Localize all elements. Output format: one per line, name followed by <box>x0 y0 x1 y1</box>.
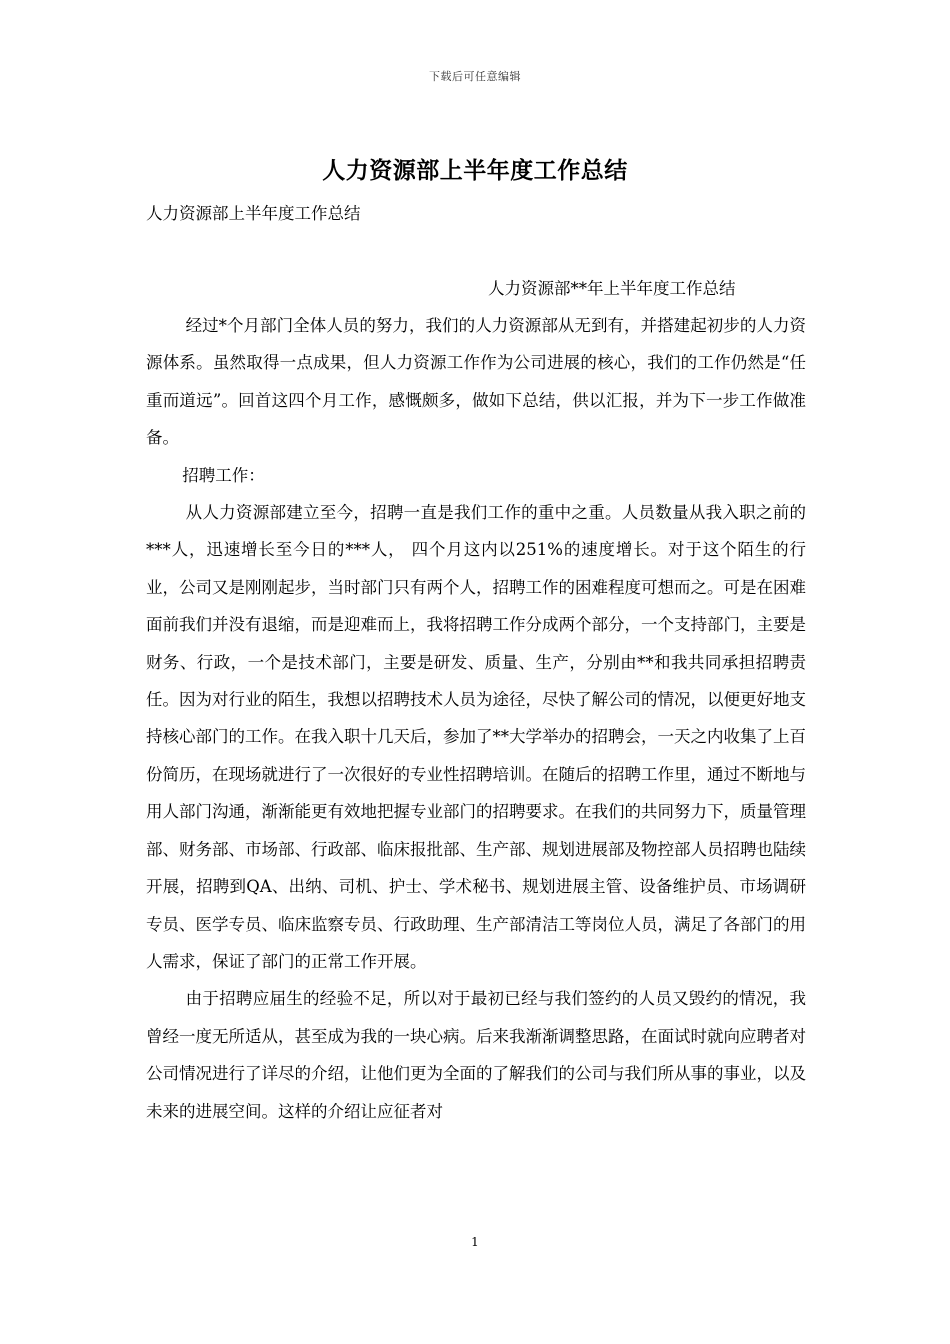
document-body <box>146 307 806 1130</box>
recruitment-section-heading: 招聘工作： <box>182 465 265 485</box>
page-number: 1 <box>471 1235 479 1249</box>
document-subtitle: 人力资源部上半年度工作总结 <box>146 204 361 223</box>
header-note: 下载后可任意编辑 <box>429 70 521 83</box>
document-title: 人力资源部上半年度工作总结 <box>322 157 628 184</box>
recruitment-paragraph-1: 从人力资源部建立至今，招聘一直是我们工作的重中之重。人员数量从我入职之前的***人，迅速增长至今日的***人， 四个月这内以251%的速度增长。对于这个陌生的行业，公司又是刚刚起步，当时部门只有两个人，招聘工作的困难程度可想而之。可是在困难面前我们并没有退缩，而是迎难而上，我将招聘工作分成两个部分，一个支持部门，主要是财务、行政，一个是技术部门，主要是研发、质量、生产，分别由**和我共同承担招聘责任。因为对行业的陌生，我想以招聘技术人员为途径，尽快了解公司的情况，以便更好地支持核心部门的工作。在我入职十几天后，参加了**大学举办的招聘会，一天之内收集了上百份简历，在现场就进行了一次很好的专业性招聘培训。在随后的招聘工作里，通过不断地与用人部门沟通，渐渐能更有效地把握专业部门的招聘要求。在我们的共同努力下，质量管理部、财务部、市场部、行政部、临床报批部、生产部、规划进展部及物控部人员招聘也陆续开展，招聘到QA、出纳、司机、护士、学术秘书、规划进展主管、设备维护员、市场调研专员、医学专员、临床监察专员、行政助理、生产部清洁工等岗位人员，满足了各部门的用人需求，保证了部门的正常工作开展。 <box>146 503 806 971</box>
intro-paragraph: 经过*个月部门全体人员的努力，我们的人力资源部从无到有，并搭建起初步的人力资源体系。虽然取得一点成果，但人力资源工作作为公司进展的核心，我们的工作仍然是“任重而道远”。回首这四个月工作，感慨颇多，做如下总结，供以汇报，并为下一步工作做准备。 <box>146 316 806 448</box>
recruitment-paragraph-2: 由于招聘应届生的经验不足，所以对于最初已经与我们签约的人员又毁约的情况，我曾经一度无所适从，甚至成为我的一块心病。后来我渐渐调整思路，在面试时就向应聘者对公司情况进行了详尽的介绍，让他们更为全面的了解我们的公司与我们所从事的事业，以及未来的进展空间。这样的介绍让应征者对 <box>146 989 806 1121</box>
report-heading: 人力资源部**年上半年度工作总结 <box>488 279 736 298</box>
